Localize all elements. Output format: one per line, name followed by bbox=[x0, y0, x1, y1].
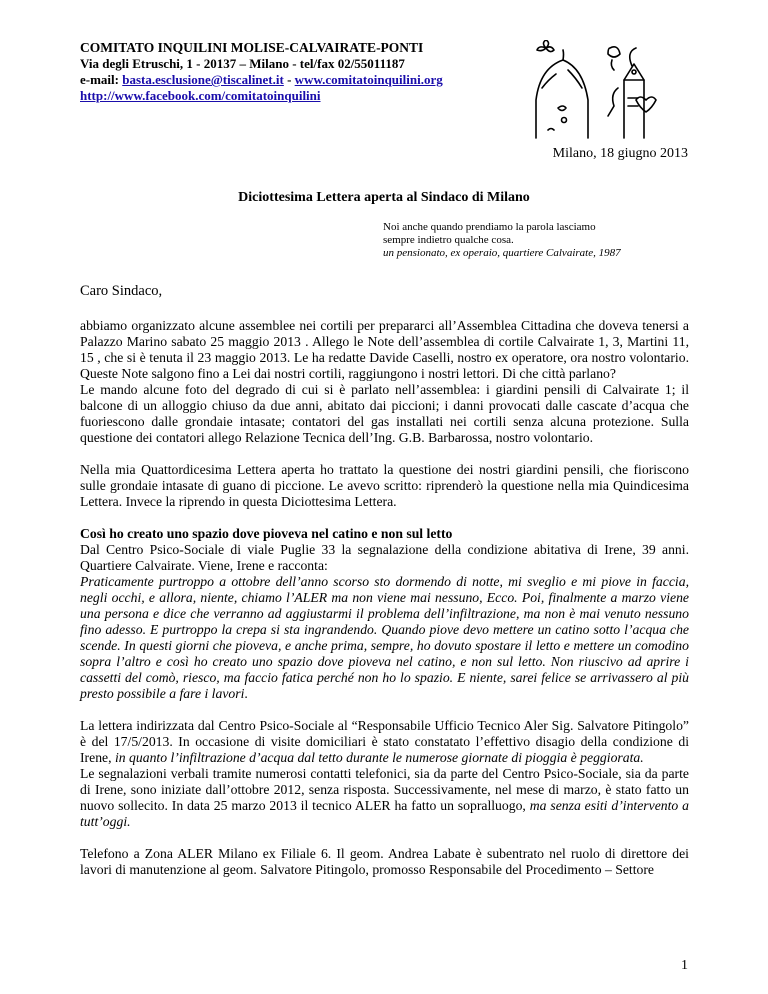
paragraph bbox=[80, 718, 689, 766]
paragraph: Dal Centro Psico-Sociale di viale Puglie 33 la segnalazione della condizione abitativa di Irene, 39 anni. Quartiere Calvairate. Viene, Irene e racconta: bbox=[80, 542, 689, 573]
paragraph: Telefono a Zona ALER Milano ex Filiale 6. Il geom. Andrea Labate è subentrato nel ruolo di direttore dei lavori di manutenzione al geom. Salvatore Pitingolo, promosso Responsabile del Procedimento – Settore bbox=[80, 846, 689, 877]
paragraph-italic: ma senza esiti d’intervento a tutt’oggi. bbox=[80, 798, 689, 829]
paragraph-text: Le segnalazioni verbali tramite numerosi contatti telefonici, sia da parte del Centro Psico-Sociale, sia da parte di Irene, sono iniziate dall’ottobre 2012, senza risposta. Successivamente, nel mese di marzo, è stato fatto un nuovo sollecito. In data 25 marzo 2013 il tecnico ALER ha fatto un sopralluogo, bbox=[80, 766, 689, 813]
letterhead bbox=[80, 40, 520, 104]
epigraph-attribution: un pensionato, ex operaio, quartiere Calvairate, 1987 bbox=[383, 247, 621, 259]
letter-title: Diciottesima Lettera aperta al Sindaco di Milano bbox=[238, 190, 530, 205]
letter-date: Milano, 18 giugno 2013 bbox=[552, 146, 688, 161]
quote-end: . bbox=[244, 686, 248, 701]
epigraph bbox=[383, 221, 621, 260]
quoted-testimony bbox=[80, 574, 689, 702]
contact-line bbox=[80, 72, 520, 88]
paragraph-text: La lettera indirizzata dal Centro Psico-Sociale al “Responsabile Ufficio Tecnico Aler Sig. Salvatore Pitingolo” è del 17/5/2013. In occasione di visite domiciliari è stato constatato l’effettivo disagio della condizione di Irene, bbox=[80, 718, 689, 765]
organization-address: Via degli Etruschi, 1 - 20137 – Milano - tel/fax 02/55011187 bbox=[80, 56, 405, 71]
salutation: Caro Sindaco, bbox=[80, 283, 163, 299]
quote-text: Praticamente purtroppo a ottobre dell’anno scorso sto dormendo di notte, mi sveglio e mi piove in faccia, negli occhi, e allora, niente, chiamo l’ALER ma non viene mai nessuno, Ecco. Poi, finalmente a marzo viene una persona e dice che verranno ad aggiustarmi il problema dell’infiltrazione, ma non è mai venuto nessuno fino adesso. E purtroppo la crepa si sta ingrandendo. Quando piove devo mettere un catino sotto l’acqua che scende. In questi giorni che pioveva, e anche prima, sempre, ho dovuto spostare il letto e mettere un comodino sopra l’altro e così ho creato uno spazio dove pioveva nel catino, e non sul letto. Non riuscivo ad aprire i cassetti del comò, riesco, ma faccio fatica perché non ho lo spazio. E niente, sarei felice se arrivassero al più presto possibile a fare i lavori bbox=[80, 574, 689, 701]
facebook-link[interactable]: http://www.facebook.com/comitatoinquilini bbox=[80, 88, 321, 103]
epigraph-line: sempre indietro qualche cosa. bbox=[383, 234, 514, 246]
paragraph: Le mando alcune foto del degrado di cui si è parlato nell’assemblea: i giardini pensili di Calvairate 1; il balcone di un alloggio chiuso da due anni, abitato dai piccioni; i danni provocati dalle cascate d’acqua che fuoriescono dalle grondaie intasate; contatori del gas installati nei cortili senza alcuna protezione. Sulla questione dei contatori allego Relazione Tecnica dell’Ing. G.B. Barbarossa, nostro volontario. bbox=[80, 382, 689, 445]
website-link[interactable]: www.comitatoinquilini.org bbox=[294, 72, 443, 87]
organization-name: COMITATO INQUILINI MOLISE-CALVAIRATE-PONTI bbox=[80, 40, 424, 55]
paragraph: abbiamo organizzato alcune assemblee nei cortili per prepararci all’Assemblea Cittadina che doveva tenersi a Palazzo Marino sabato 25 maggio 2013 . Allego le Note dell’assemblea di cortile Calvairate 1, 3, Martini 11, 15 , che si è tenuta il 23 maggio 2013. Le ha redatte Davide Caselli, nostro ex operatore, ora nostro volontario. Queste Note salgono fino a Lei dai nostri cortili, raggiungono i nostri lettori. Di che città parlano? bbox=[80, 318, 689, 381]
paragraph-italic: in quanto l’infiltrazione d’acqua dal tetto durante le numerose giornate di pioggia è peggiorata. bbox=[114, 750, 644, 765]
contact-separator: - bbox=[283, 72, 295, 87]
letter-body bbox=[80, 318, 689, 878]
email-link[interactable]: basta.esclusione@tiscalinet.it bbox=[122, 72, 284, 87]
paragraph: Nella mia Quattordicesima Lettera aperta ho trattato la questione dei nostri giardini pensili, che fioriscono sulle grondaie intasate di guano di piccione. Le avevo scritto: riprenderò la questione nella mia Quindicesima Lettera. Invece la riprendo in questa Diciottesima Lettera. bbox=[80, 462, 689, 509]
section-heading: Così ho creato uno spazio dove pioveva nel catino e non sul letto bbox=[80, 526, 453, 541]
epigraph-line: Noi anche quando prendiamo la parola lasciamo bbox=[383, 221, 596, 233]
paragraph bbox=[80, 766, 689, 830]
logo-drawing bbox=[528, 40, 658, 140]
page-number: 1 bbox=[681, 958, 688, 973]
email-label: e-mail: bbox=[80, 72, 123, 87]
